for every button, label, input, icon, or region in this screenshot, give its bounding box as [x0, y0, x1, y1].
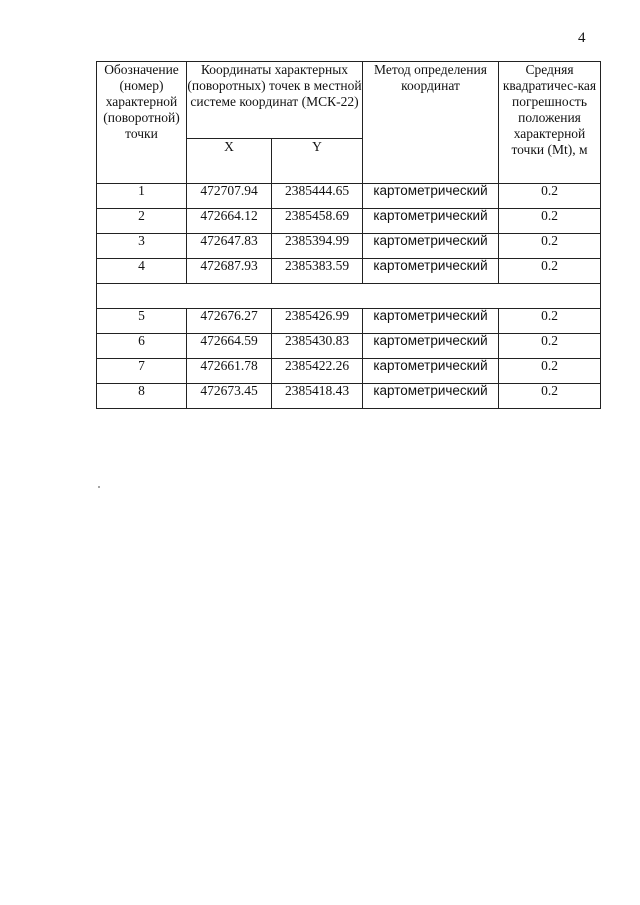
coord-y: 2385426.99	[272, 309, 363, 334]
table-row	[97, 259, 601, 284]
coord-y: 2385430.83	[272, 334, 363, 359]
coord-y: 2385383.59	[272, 259, 363, 284]
point-number: 3	[97, 234, 187, 259]
coord-y: 2385458.69	[272, 209, 363, 234]
coord-x: 472664.12	[187, 209, 272, 234]
coord-x: 472707.94	[187, 184, 272, 209]
table-row	[97, 184, 601, 209]
error-value: 0.2	[499, 309, 601, 334]
header-y: Y	[272, 139, 363, 184]
scan-speck	[98, 486, 100, 488]
method-value: картометрический	[363, 384, 499, 409]
point-number: 8	[97, 384, 187, 409]
coord-x: 472687.93	[187, 259, 272, 284]
method-value: картометрический	[363, 334, 499, 359]
error-value: 0.2	[499, 234, 601, 259]
point-number: 4	[97, 259, 187, 284]
header-method: Метод определения координат	[363, 62, 499, 184]
table-row	[97, 309, 601, 334]
separator-row	[97, 284, 601, 309]
coord-x: 472661.78	[187, 359, 272, 384]
point-number: 1	[97, 184, 187, 209]
coord-x: 472647.83	[187, 234, 272, 259]
coord-y: 2385418.43	[272, 384, 363, 409]
method-value: картометрический	[363, 259, 499, 284]
coord-x: 472676.27	[187, 309, 272, 334]
header-coordinates: Координаты характерных (поворотных) точек в местной системе координат (МСК-22)	[187, 62, 363, 139]
table-row	[97, 359, 601, 384]
point-number: 5	[97, 309, 187, 334]
method-value: картометрический	[363, 309, 499, 334]
coordinates-table	[96, 61, 601, 409]
table-row	[97, 234, 601, 259]
coord-y: 2385422.26	[272, 359, 363, 384]
header-x: X	[187, 139, 272, 184]
point-number: 7	[97, 359, 187, 384]
coord-y: 2385444.65	[272, 184, 363, 209]
page-number: 4	[578, 30, 586, 46]
table-row	[97, 384, 601, 409]
coord-x: 472664.59	[187, 334, 272, 359]
table-row	[97, 209, 601, 234]
error-value: 0.2	[499, 384, 601, 409]
error-value: 0.2	[499, 334, 601, 359]
error-value: 0.2	[499, 209, 601, 234]
error-value: 0.2	[499, 359, 601, 384]
method-value: картометрический	[363, 234, 499, 259]
error-value: 0.2	[499, 184, 601, 209]
header-point-designation: Обозначение (номер) характерной (поворотной) точки	[97, 62, 187, 184]
method-value: картометрический	[363, 359, 499, 384]
coord-x: 472673.45	[187, 384, 272, 409]
error-value: 0.2	[499, 259, 601, 284]
header-mean-square-error: Средняя квадратичес-кая погрешность положения характерной точки (Mt), м	[499, 62, 601, 184]
point-number: 6	[97, 334, 187, 359]
separator-cell	[97, 284, 601, 309]
method-value: картометрический	[363, 184, 499, 209]
coord-y: 2385394.99	[272, 234, 363, 259]
table-row	[97, 334, 601, 359]
method-value: картометрический	[363, 209, 499, 234]
point-number: 2	[97, 209, 187, 234]
